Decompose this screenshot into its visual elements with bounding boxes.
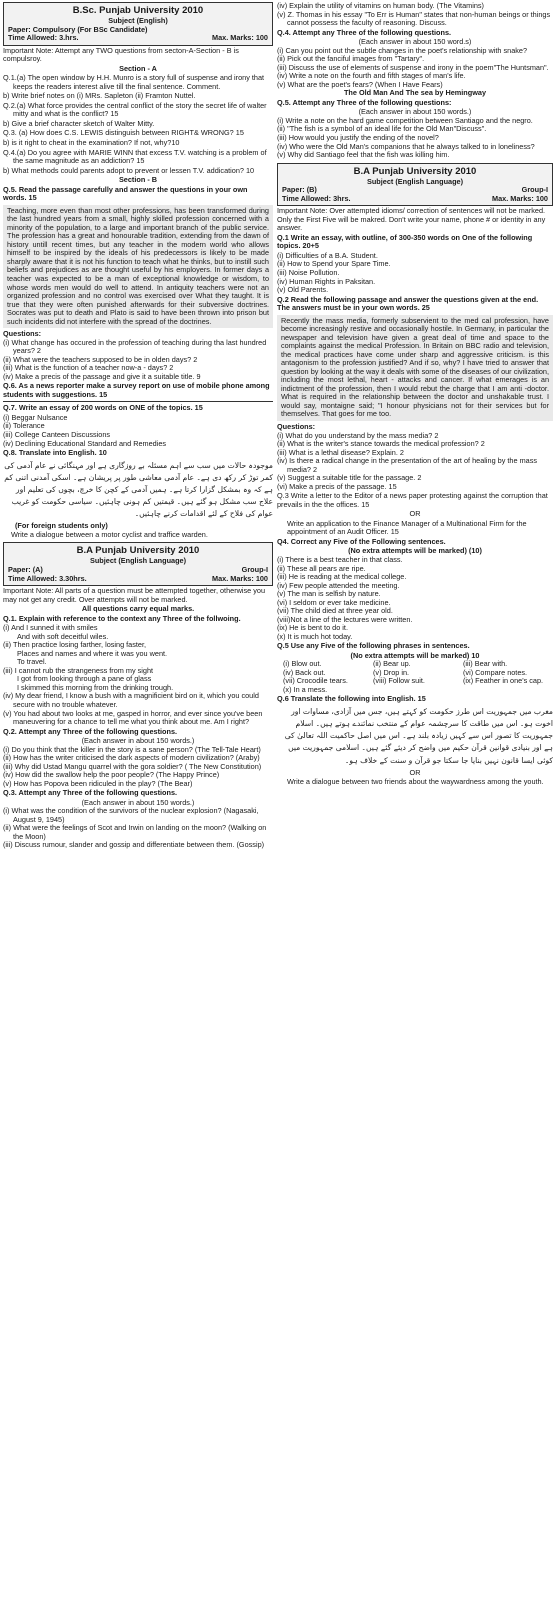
bsc-note: Important Note: Attempt any TWO questions from secton-A-Section - B is compulsroy. xyxy=(3,45,239,64)
ba-q2-item-3: (iii) Why did Ustad Mangu quarrel with the gora soldier? ( The New Constitution) xyxy=(3,761,262,771)
ba-q4-item-1: (i) Can you point out the subtle changes in the poet's relationship with snake? xyxy=(277,45,528,55)
bsc-q3a: Q.3. (a) How does C.S. LEWIS distinguish between RIGHT& WRONG? 15 xyxy=(3,128,244,138)
ba-q2-note: (Each answer in about 150 words.) xyxy=(81,736,195,746)
bsc-question-4: (iv) Make a precis of the passage and give it a suitable title. 9 xyxy=(3,371,201,381)
bsc-time: Time Allowed: 3.hrs. xyxy=(8,33,79,43)
ba2-or-2: OR xyxy=(409,767,421,777)
right-column xyxy=(277,2,553,788)
ba-q5-item-4: (iv) Who were the Old Man's companions that he always talked to in loneliness? xyxy=(277,141,535,151)
bsc-q1a: Q.1.(a) The open window by H.H. Munro is a story full of suspense and irony that keeps the readers interest alive till the final sentence. Comment. xyxy=(3,73,265,91)
ba2-sentence-7: (vii) The child died at three year old. xyxy=(277,606,393,616)
bsc-q7-topic-3: (iii) College Canteen Discussions xyxy=(3,430,111,440)
ba-q5: Q.5. Attempt any Three of the following questions: xyxy=(277,97,452,107)
ba2-time: Time Allowed: 3hrs. xyxy=(282,193,351,203)
ba-q1-line-10: (v) You had about two looks at me, gasped in horror, and ever since you've been maneuvering for a chance to tell me what you think about me. Am I right? xyxy=(3,708,263,727)
phrase-1: (i) Blow out. xyxy=(283,659,322,669)
ba2-sentence-4: (iv) Few people attended the meeting. xyxy=(277,580,400,590)
ba2-q1: Q.1 Write an essay, with outline, of 300-350 words on One of the following topics. 20+5 xyxy=(277,232,533,251)
ba-q3-item-3: (iii) Discuss rumour, slander and gossip and differentiate between them. (Gossip) xyxy=(3,840,265,850)
ba-header-box xyxy=(3,542,273,586)
phrase-3: (iii) Bear with. xyxy=(463,659,508,669)
ba-note: Important Note: All parts of a question must be attempted together, otherwise you may not get any credit. Over attempts will not be marked. xyxy=(3,586,266,604)
ba2-q4-note: (No extra attempts will be marked) (10) xyxy=(348,546,482,556)
ba-time-marks xyxy=(8,575,268,584)
ba-q2: Q.2. Attempt any Three of the following questions. xyxy=(3,726,178,736)
divider xyxy=(3,401,273,402)
ba2-topic-5: (v) Old Parents. xyxy=(277,285,329,295)
ba-q3-item-5: (v) Z. Thomas in his essay "To Err is Human" states that non-human beings or things cannot possess the faculty of reasoning. Discuss. xyxy=(277,9,551,28)
ba2-questions-label: Questions: xyxy=(277,422,316,432)
ba2-sentence-8: (viii)Not a line of the lectures were written. xyxy=(277,614,413,624)
phrase-10: (x) In a mess. xyxy=(283,684,328,694)
ba2-urdu-passage: مغرب میں جمہوریت اس طرز حکومت کو کہتے ہیں، جس میں آزادی، مساوات اور اخوت ہو۔ اس میں طاقت کا سرچشمہ عوام کے منتخب نمائندے ہوتے ہیں۔ اسلام جمہوریت کا تصور اس سے کہیں زیادہ بلند ہے۔ اس میں اصل حاکمیت اللہ تعالیٰ کی ہے اور بنیادی قوانین قرآن حکیم میں واضح کر دیئے گئے ہیں۔ اسلامی جمہوریت میں کوئی ایسا قانون نہیں بنایا جا سکتا جو قرآن و سنت کے خلاف ہو۔ xyxy=(284,707,553,765)
ba2-question-2: (ii) What is the writer's stance towards the medical profession? 2 xyxy=(277,439,485,449)
phrase-9: (ix) Feather in one's cap. xyxy=(463,676,544,686)
ba2-question-3: (iii) What is a lethal disease? Explain. 2 xyxy=(277,447,404,457)
novel-heading: The Old Man And The sea by Hemingway xyxy=(343,88,487,98)
ba-q1-line-1: (i) And I sunned it with smiles xyxy=(3,623,98,633)
phrase-5: (v) Drop in. xyxy=(373,667,410,677)
ba-q5-item-1: (i) Write a note on the hard game competition between Santiago and the negro. xyxy=(277,115,533,125)
ba-q3: Q.3. Attempt any Three of the following questions. xyxy=(3,788,178,798)
phrase-4: (iv) Back out. xyxy=(283,667,326,677)
ba2-question-5: (v) Suggest a suitable title for the passage. 2 xyxy=(277,473,422,483)
phrase-2: (ii) Bear up. xyxy=(373,659,411,669)
ba2-sentence-1: (i) There is a best teacher in that class. xyxy=(277,554,403,564)
ba2-question-4: (iv) Is there a radical change in the presentation of the art of healing by the mass media? 2 xyxy=(277,456,537,474)
bsc-question-1: (i) What change has occured in the profession of teaching during tha last hundred years? 2 xyxy=(3,337,267,356)
bsc-section-b: Section - B xyxy=(118,175,158,185)
ba2-title: B.A Punjab University 2010 xyxy=(353,165,477,177)
ba-q2-item-1: (i) Do you think that the killer in the story is a sane person? (The Tell-Tale Heart) xyxy=(3,744,261,754)
ba-group: Group-I xyxy=(241,565,268,575)
ba2-q4: Q4. Correct any Five of the Following sentences. xyxy=(277,536,446,546)
bsc-q6: Q.6. As a news reporter make a survey report on use of mobile phone among students with suggestions. 15 xyxy=(3,381,270,399)
ba-marks: Max. Marks: 100 xyxy=(212,573,268,583)
ba-q3-item-2: (ii) What were the feelings of Scot and Irwin on landing on the moon? (Walking on the Moon) xyxy=(3,823,267,841)
bsc-title: B.Sc. Punjab University 2010 xyxy=(72,5,204,16)
phrase-7: (vii) Crocodile tears. xyxy=(283,676,348,686)
ba2-q6-alt: Write a dialogue between two friends about the waywardness among the youth. xyxy=(287,777,544,787)
ba-q5-item-5: (v) Why did Santiago feel that the fish was killing him. xyxy=(277,150,450,160)
ba2-passage: Recently the mass media, formerly subservient to the med cal profession, have become increasingly restive and occasionally hostile. In Germany, in particular the newspaper and television have given a great deal of time and space to the complaints against the medical Profession. In Britain on BBC radio and television, the medical practices have come under sharp and aggressive criticism. is this antagonism to the profession justified? And if so, why? I have tried to answer that question by looking at the way it deals with some of the diseases of our civilization, including the most lethal, heart - attacks and cancer. If what emerages is an indictment of the profession, then I would rebut the charge that I am anti -doctor. What is required in the relationship between the doctor and unshakable trust. I would say, montaigne said; "I honour physicians not for their services but for themselves. That goes for me too. xyxy=(277,315,553,421)
ba2-time-marks xyxy=(282,195,548,204)
ba-q2-item-2: (ii) How has the writer criticised the dark aspects of modern civilization? (Araby) xyxy=(3,753,260,763)
bsc-paper: Paper: Compulsory (For BSc Candidate) xyxy=(8,24,148,34)
ba-q3-note: (Each answer in about 150 words.) xyxy=(81,797,195,807)
ba2-topic-2: (ii) How to Spend your Spare Time. xyxy=(277,259,391,269)
bsc-foreign-label: (For foreign students only) xyxy=(15,521,108,531)
ba2-question-6: (vi) Make a precis of the passage. 15 xyxy=(277,481,397,491)
ba-q4-item-4: (iv) Write a note on the fourth and fifth stages of man's life. xyxy=(277,71,466,81)
ba-q1-line-9: (iv) My dear friend, I know a bush with a magnificient bird on it, which you could secure with no trouble whatever. xyxy=(3,691,259,709)
ba-q1-line-7: I got from looking through a pane of glass xyxy=(17,674,152,684)
ba-q2-item-5: (v) How has Popova been ridiculed in the play? (The Bear) xyxy=(3,778,193,788)
phrase-8: (viii) Follow suit. xyxy=(373,676,425,686)
ba-q1-line-5: To travel. xyxy=(17,657,47,667)
ba2-question-1: (i) What do you understand by the mass media? 2 xyxy=(277,430,439,440)
ba2-subject: Subject (English Language) xyxy=(366,176,464,186)
bsc-q7-topic-1: (i) Beggar Nulsance xyxy=(3,412,68,422)
ba-q1-line-3: (ii) Then practice losing farther, losing faster, xyxy=(3,640,147,650)
bsc-q8: Q.8. Translate into English. 10 xyxy=(3,448,107,458)
ba-q1: Q.1. Explain with reference to the context any Three of the follwoing. xyxy=(3,613,241,623)
ba2-group: Group-I xyxy=(521,185,548,195)
ba2-topic-4: (iv) Human Rights in Paksitan. xyxy=(277,276,376,286)
ba2-note: Important Note: Over attempted idioms/ correction of sentences will not be marked. Only the First Five will be makred. Don't write your name, phone # or identity in any answer. xyxy=(277,206,546,233)
bsc-q2b: b) Give a brief character sketch of Walter Mitty. xyxy=(3,118,155,128)
ba2-sentence-6: (vi) I seldom or ever take medicine. xyxy=(277,597,391,607)
bsc-time-marks xyxy=(8,34,268,43)
ba2-header-box xyxy=(277,163,553,207)
ba2-sentence-9: (ix) He is bent to do it. xyxy=(277,623,348,633)
ba-equal-marks: All questions carry equal marks. xyxy=(81,604,195,614)
ba2-sentence-10: (x) It is much hot today. xyxy=(277,631,353,641)
ba-q4: Q.4. Attempt any Three of the following questions. xyxy=(277,27,452,37)
ba-paper: Paper: (A) xyxy=(8,565,43,575)
ba-time: Time Allowed: 3.30hrs. xyxy=(8,573,87,583)
ba-q5-note: (Each answer in about 150 words.) xyxy=(358,107,472,117)
ba-q1-line-8: I skimmed this morning from the drinking trough. xyxy=(17,682,174,692)
ba2-q2: Q.2 Read the following passage and answer the questions given at the end. The answers must be in your own words. 25 xyxy=(277,294,539,313)
ba2-q5-note: (No extra attempts will be marked) 10 xyxy=(350,650,480,660)
bsc-q4a: Q.4.(a) Do you agree with MARIE WINN that excess T.V. watching is a problem of the same magnitude as an addiction? 15 xyxy=(3,147,267,166)
ba2-sentence-3: (iii) He is reading at the medical college. xyxy=(277,572,407,582)
bsc-q4b: b) What methods could parents adopt to prevent or lessen T.V. addication? 10 xyxy=(3,165,255,175)
bsc-questions-label: Questions: xyxy=(3,329,42,339)
ba-q1-line-6: (iii) I cannot rub the strangeness from my sight xyxy=(3,665,154,675)
bsc-marks: Max. Marks: 100 xyxy=(212,33,268,43)
ba-q4-note: (Each answer in about 150 word.s) xyxy=(358,37,472,47)
bsc-passage: Teaching, more even than most other professions, has been transformed during the last hundred years from a small, highly skilled profession concerned with a minority of the population, to a large and important branch of the public service. The profession has a great and honourable tradition, extending from the dawn of history untill recent times, but any teacher in the modern world who allows himself to be inspired by the ideals of his predecessors is likely to be made sharply aware that it is not his function to teach what he thinks, but to instill such beliefs and prejudices as are thought useful by his employers. In former days a teacher was expected to be a man of exceptional knowledge or wisdom, to whose words men would do well to attend. In antiquity teachers were not an organized profession and no control was exercised over What they taught. It is true that they were often punished afterwards for their subversive doctrines. Socrates was put to death and Plato is said to have been thrown into prison but such incidents did not interfere with the spread of the doctrines. xyxy=(3,205,273,328)
bsc-foreign-text: Write a dialogue between a motor cyclist and traffice warden. xyxy=(11,529,208,539)
bsc-section-a-questions xyxy=(3,74,273,175)
bsc-q1b: b) Write brief notes on (i) MRs. Sapleton (ii) Framton Nuttel. xyxy=(3,91,196,101)
left-column xyxy=(3,2,273,850)
ba-q2-item-4: (iv) How did the swallow help the poor people? (The Happy Prince) xyxy=(3,770,220,780)
bsc-q7: Q.7. Write an essay of 200 words on ONE of the topics. 15 xyxy=(3,403,203,413)
ba2-topic-3: (iii) Noise Pollution. xyxy=(277,267,340,277)
ba2-phrases xyxy=(277,660,553,694)
ba-q1-line-4: Places and names and where it was you went. xyxy=(17,648,168,658)
ba2-q3-alt: Write an application to the Finance Manager of a Multinational Firm for the appointment of an Audit Officer. 15 xyxy=(287,518,527,537)
ba2-q3: Q.3 Write a letter to the Editor of a news paper protesting against the corruption that prevails in the the offices. 15 xyxy=(277,491,548,509)
bsc-question-2: (ii) What were the teachers supposed to be in olden days? 2 xyxy=(3,354,198,364)
bsc-question-3: (iii) What is the function of a teacher now-a - days? 2 xyxy=(3,363,174,373)
bsc-subject: Subject (English) xyxy=(108,16,168,26)
bsc-q3b: b) is it right to cheat in the examination? If not, why?10 xyxy=(3,138,180,148)
ba-q4-item-5: (v) What are the poet's fears? (When I Have Fears) xyxy=(277,79,443,89)
ba-q3-item-4: (iv) Explain the utility of vitamins on human body. (The Vitamins) xyxy=(277,1,484,10)
bsc-section-a: Section - A xyxy=(119,63,157,73)
ba-q5-item-2: (ii) "The fish is a symbol of an ideal life for the Old Man"Discuss". xyxy=(277,124,487,134)
bsc-q2a: Q.2.(a) What force provides the central conflict of the story the secret life of walter mitty and what is the conflict? 15 xyxy=(3,100,267,119)
phrase-6: (vi) Compare notes. xyxy=(463,667,528,677)
bsc-q7-topic-2: (ii) Tolerance xyxy=(3,421,45,431)
ba-q1-line-2: And with soft deceitful wiles. xyxy=(17,631,109,641)
ba-q5-item-3: (iii) How would you justify the ending of the novel? xyxy=(277,132,439,142)
ba2-or-1: OR xyxy=(409,509,421,519)
ba-q4-item-3: (iii) Discuss the use of elements of suspense and irony in the poem"The Huntsman". xyxy=(277,62,549,72)
ba-subject: Subject (English Language) xyxy=(89,556,187,566)
ba-q3-item-1: (i) What was the condition of the survivors of the nuclear explosion? (Nagasaki, August 9, 1945) xyxy=(3,806,259,824)
ba-title: B.A Punjab University 2010 xyxy=(76,545,200,557)
bsc-q5: Q.5. Read the passage carefully and answer the questions in your own words. 15 xyxy=(3,184,248,203)
bsc-q7-topic-4: (iv) Declining Educational Standard and Remedies xyxy=(3,438,167,448)
ba2-q6: Q.6 Translate the following into English. 15 xyxy=(277,694,426,704)
bsc-header-box xyxy=(3,2,273,46)
ba2-topic-1: (i) Difficulties of a B.A. Student. xyxy=(277,250,378,260)
ba-q4-item-2: (ii) Pick out the fanciful images from "Tartary". xyxy=(277,54,425,64)
ba2-marks: Max. Marks: 100 xyxy=(492,193,548,203)
ba2-q5: Q.5 Use any Five of the following phrases in sentences. xyxy=(277,641,470,651)
bsc-urdu-passage: موجودہ حالات میں سب سے اہم مسئلہ بے روزگاری ہے اور مہنگائی نے عام آدمی کی کمر توڑ کر رکھ دی ہے۔ عام آدمی معاشی طور پر پریشان ہے۔ اسکی آمدنی اتنی کم ہے کہ وہ بمشکل گزارا کرتا ہے۔ ہمیں آدمی کے کچن کا خرچ، بچوں کی تعلیم اور علاج سب مشکل ہو گئے ہیں۔ قیمتیں کم ہونی چاہئیں۔ سیاسی حکومت کو غریب عوام کی فلاح کے لئے اقدامات کرنے چاہئیں۔ xyxy=(4,460,273,519)
ba2-sentence-2: (ii) These all pears are ripe. xyxy=(277,563,366,573)
ba2-paper: Paper: (B) xyxy=(282,185,317,195)
ba2-sentence-5: (v) The man is selfish by nature. xyxy=(277,589,381,599)
